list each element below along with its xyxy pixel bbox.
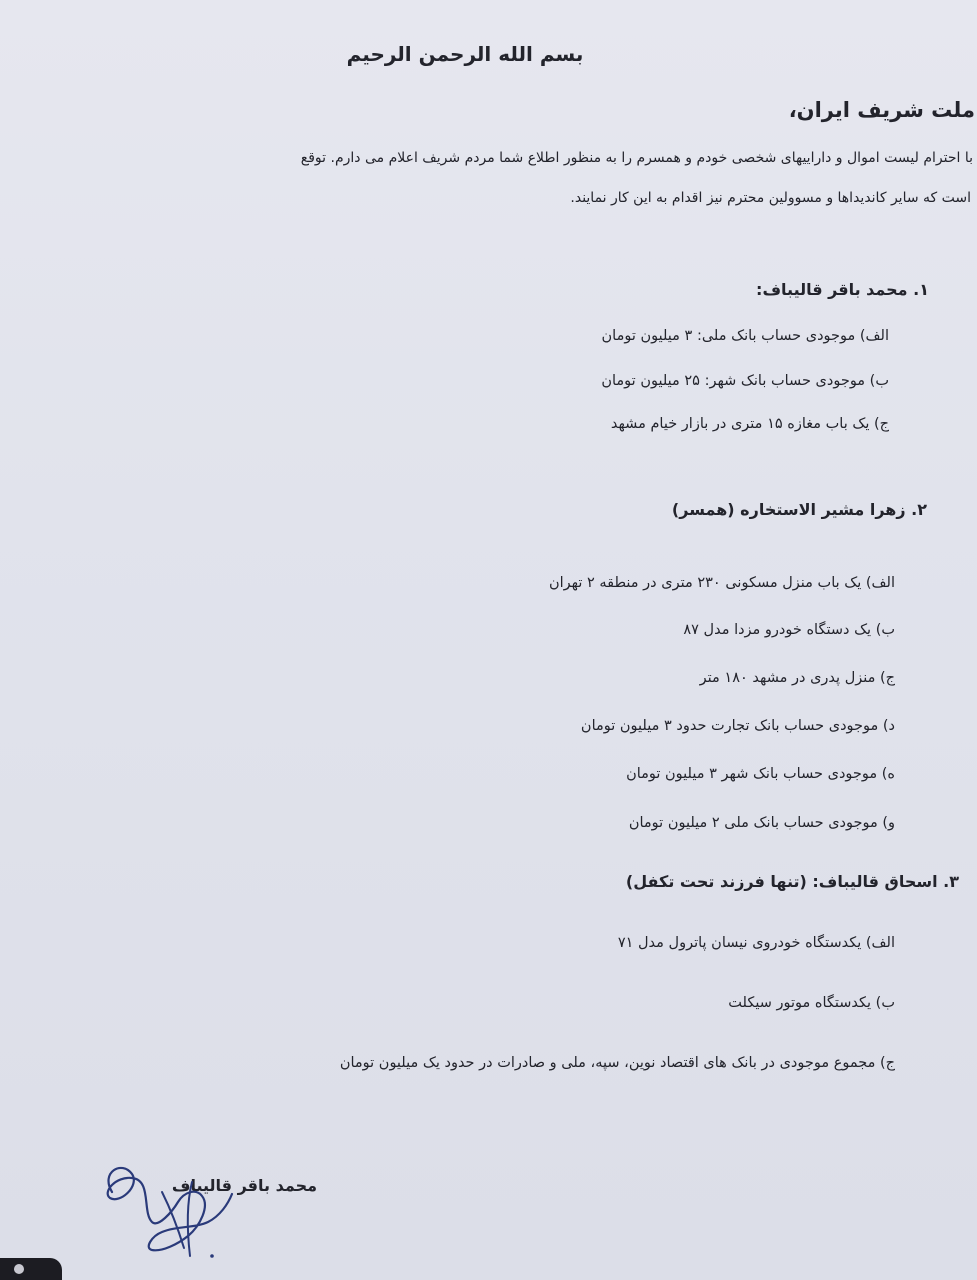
intro-line-2: است که سایر کاندیداها و مسوولین محترم نیز اقدام به این کار نمایند. [570, 190, 971, 206]
section-2-item-b: ب) یک دستگاه خودرو مزدا مدل ۸۷ [683, 622, 895, 638]
greeting-line: ملت شریف ایران، [788, 98, 975, 122]
section-2-item-c: ج) منزل پدری در مشهد ۱۸۰ متر [699, 670, 895, 686]
section-2-item-d: د) موجودی حساب بانک تجارت حدود ۳ میلیون تومان [580, 718, 895, 734]
signer-name: محمد باقر قالیباف [171, 1176, 317, 1195]
section-3-heading: ۳. اسحاق قالیباف: (تنها فرزند تحت تکفل) [625, 872, 959, 891]
handwritten-signature [92, 1152, 242, 1264]
section-1-item-b: ب) موجودی حساب بانک شهر: ۲۵ میلیون تومان [601, 373, 889, 389]
corner-overlay [0, 1258, 62, 1280]
section-2-item-f: و) موجودی حساب بانک ملی ۲ میلیون تومان [628, 815, 895, 831]
section-1-item-c: ج) یک باب مغازه ۱۵ متری در بازار خیام مشهد [610, 416, 889, 432]
bismillah-heading: بسم الله الرحمن الرحیم [346, 42, 584, 66]
section-1-item-a: الف) موجودی حساب بانک ملی: ۳ میلیون تومان [601, 328, 889, 344]
section-2-item-e: ه) موجودی حساب بانک شهر ۳ میلیون تومان [626, 766, 895, 782]
section-2-heading: ۲. زهرا مشیر الاستخاره (همسر) [671, 500, 927, 519]
section-1-heading: ۱. محمد باقر قالیباف: [756, 280, 929, 299]
intro-line-1: با احترام لیست اموال و داراییهای شخصی خودم و همسرم را به منظور اطلاع شما مردم شریف اعلام می دارم. توقع [300, 150, 973, 166]
corner-dot-icon [14, 1264, 24, 1274]
section-3-item-c: ج) مجموع موجودی در بانک های اقتصاد نوین، سپه، ملی و صادرات در حدود یک میلیون تومان [339, 1055, 895, 1071]
section-3-item-a: الف) یکدستگاه خودروی نیسان پاترول مدل ۷۱ [617, 935, 895, 951]
section-3-item-b: ب) یکدستگاه موتور سیکلت [728, 995, 895, 1011]
section-2-item-a: الف) یک باب منزل مسکونی ۲۳۰ متری در منطقه ۲ تهران [548, 575, 895, 591]
